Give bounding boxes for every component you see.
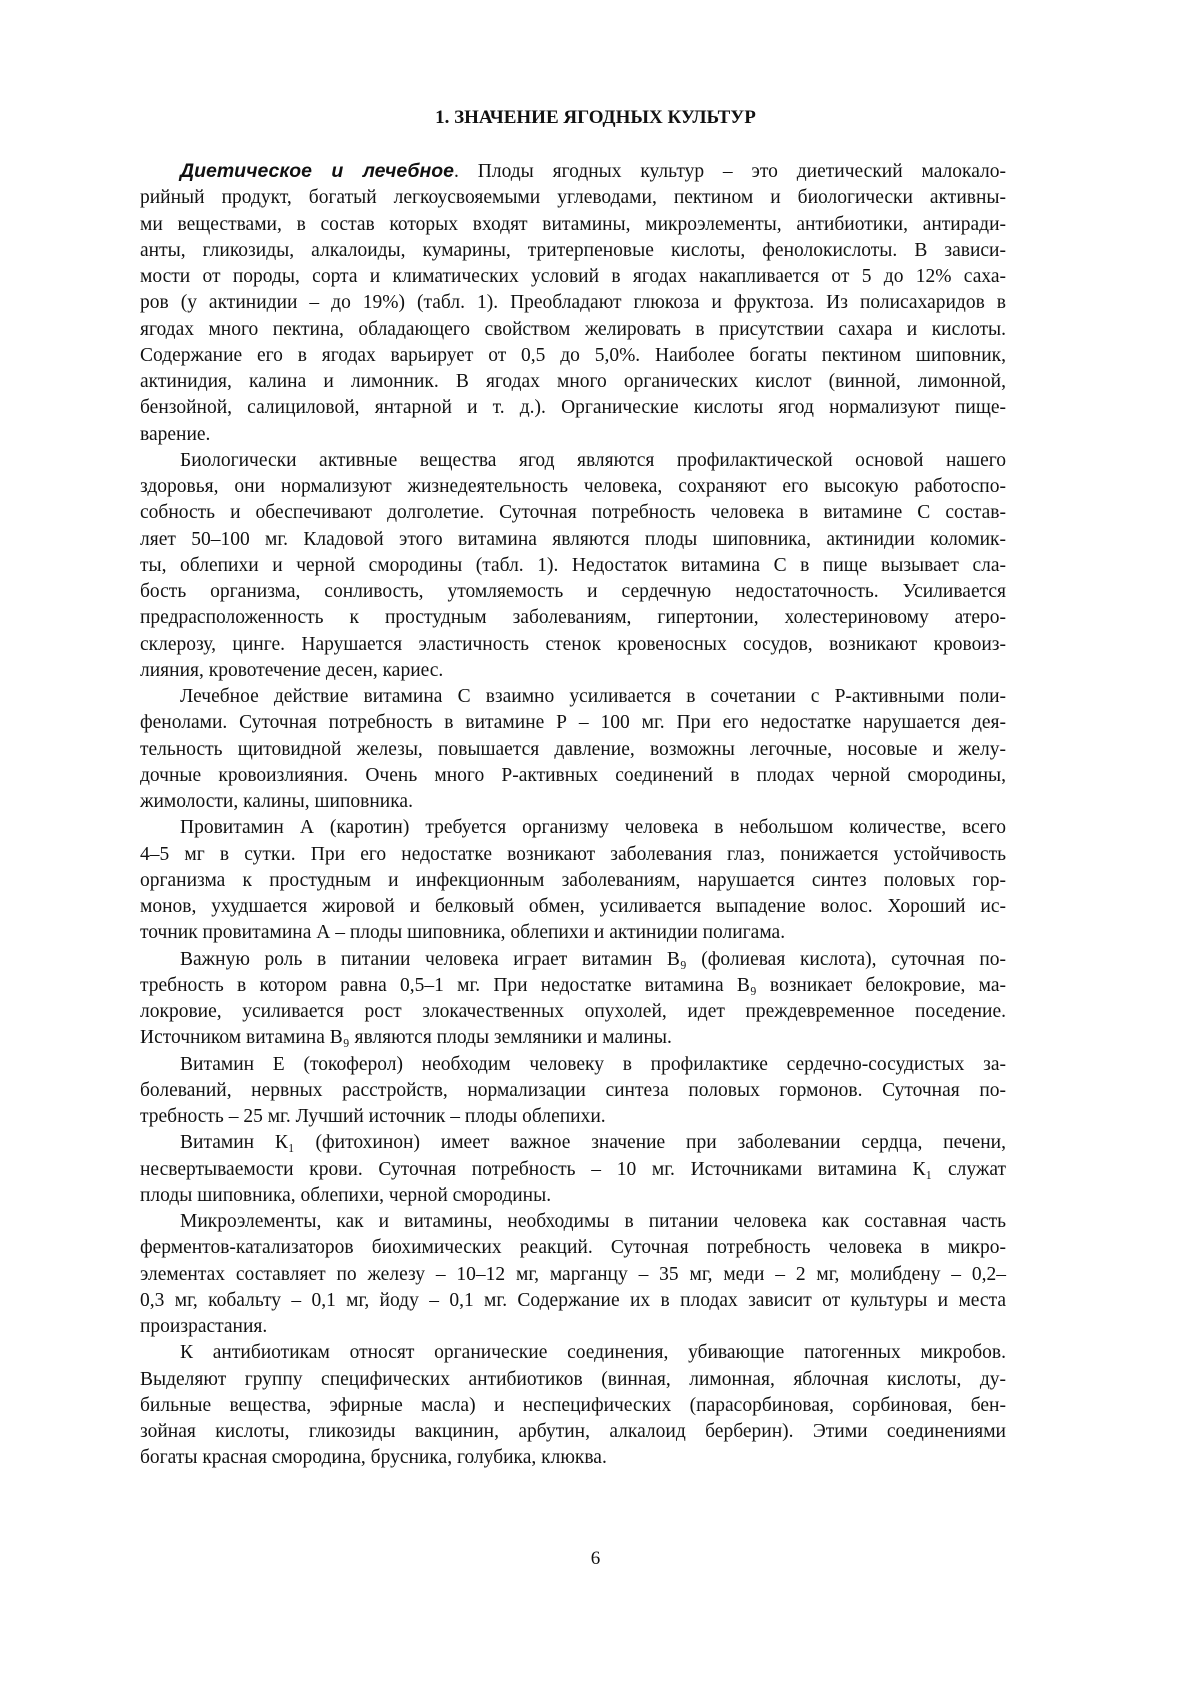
text-line: болеваний, нервных расстройств, нормализации синтеза половых гормонов. Суточная по- xyxy=(140,1079,1006,1101)
text-line: лияния, кровотечение десен, кариес. xyxy=(140,659,444,681)
paragraph xyxy=(140,158,1006,448)
text-line: предрасположенность к простудным заболеваниям, гипертонии, холестериновому атеро- xyxy=(140,607,1006,629)
text-line: ферментов-катализаторов биохимических реакций. Суточная потребность человека в микро- xyxy=(140,1237,1006,1259)
text-line: К антибиотикам относят органические соединения, убивающие патогенных микробов. xyxy=(180,1342,1006,1364)
text-line: бензойной, салициловой, янтарной и т. д.). Органические кислоты ягод нормализуют пище- xyxy=(140,397,1006,419)
text-line: Содержание его в ягодах варьирует от 0,5 до 5,0%. Наиболее богаты пектином шиповник, xyxy=(140,344,1006,366)
section-title: 1. ЗНАЧЕНИЕ ЯГОДНЫХ КУЛЬТУР xyxy=(435,107,756,128)
text-line: Витамин К₁ (фитохинон) имеет важное значение при заболевании сердца, печени, xyxy=(180,1132,1006,1154)
text-line-content: Плоды ягодных культур – это диетический малокало- xyxy=(477,161,1007,182)
text-line: ми веществами, в состав которых входят витамины, микроэлементы, антибиотики, антиради- xyxy=(140,213,1006,235)
text-line: 0,3 мг, кобальту – 0,1 мг, йоду – 0,1 мг. Содержание их в плодах зависит от культуры и места xyxy=(140,1289,1006,1311)
text-line: ягодах много пектина, обладающего свойством желировать в присутствии сахара и кислоты. xyxy=(140,318,1006,340)
text-line: актинидия, калина и лимонник. В ягодах много органических кислот (винной, лимонной, xyxy=(140,371,1006,392)
text-line: ты, облепихи и черной смородины (табл. 1). Недостаток витамина С в пище вызывает сла- xyxy=(140,554,1006,576)
text-line: Выделяют группу специфических антибиотиков (винная, лимонная, яблочная кислоты, ду- xyxy=(140,1368,1006,1390)
text-line: варение. xyxy=(140,423,211,445)
text-line: собность и обеспечивают долголетие. Суточная потребность человека в витамине С состав- xyxy=(140,502,1006,524)
text-line: плоды шиповника, облепихи, черной смородины. xyxy=(140,1184,552,1206)
text-line: бость организма, сонливость, утомляемость и сердечную недостаточность. Усиливается xyxy=(140,581,1006,602)
text-line: монов, ухудшается жировой и белковый обмен, усиливается выпадение волос. Хороший ис- xyxy=(140,896,1006,917)
text-line: требность – 25 мг. Лучший источник – плоды облепихи. xyxy=(140,1106,606,1127)
text-line: здоровья, они нормализуют жизнедеятельность человека, сохраняют его высокую работоспо- xyxy=(140,476,1006,497)
text-line: тельность щитовидной железы, повышается давление, возможны легочные, носовые и желу- xyxy=(140,738,1006,760)
text-line: Витамин Е (токоферол) необходим человеку в профилактике сердечно-сосудистых за- xyxy=(180,1053,1006,1075)
text-line: ляет 50–100 мг. Кладовой этого витамина являются плоды шиповника, актинидии коломик- xyxy=(140,528,1006,550)
paragraph xyxy=(140,684,1006,815)
text-line: Важную роль в питании человека играет витамин В₉ (фолиевая кислота), суточная по- xyxy=(180,948,1006,970)
paragraph xyxy=(140,448,1006,684)
text-line: фенолами. Суточная потребность в витамине Р – 100 мг. При его недостатке нарушается дея- xyxy=(140,712,1006,734)
page-number: 6 xyxy=(590,1548,601,1569)
text-line: Диетическое и лечебное. Плоды ягодных культур – это диетический малокало- xyxy=(180,160,1007,182)
text-line: ров (у актинидии – до 19%) (табл. 1). Преобладают глюкоза и фруктоза. Из полисахаридов в xyxy=(140,292,1006,314)
text-line: требность в котором равна 0,5–1 мг. При недостатке витамина В₉ возникает белокровие, ма- xyxy=(140,974,1006,996)
text-line: точник провитамина А – плоды шиповника, облепихи и актинидии полигама. xyxy=(140,922,786,944)
text-line: рийный продукт, богатый легкоусвояемыми углеводами, пектином и биологически активны- xyxy=(140,187,1006,209)
text-line: анты, гликозиды, алкалоиды, кумарины, тритерпеновые кислоты, фенолокислоты. В зависи- xyxy=(140,239,1006,261)
text-line: локровие, усиливается рост злокачественных опухолей, идет преждевременное поседение. xyxy=(140,1001,1006,1022)
text-line: Микроэлементы, как и витамины, необходимы в питании человека как составная часть xyxy=(180,1211,1006,1232)
paragraph xyxy=(140,947,1006,1052)
text-line: 4–5 мг в сутки. При его недостатке возникают заболевания глаз, понижается устойчивость xyxy=(140,843,1006,865)
paragraph xyxy=(140,1052,1006,1131)
text-line: мости от породы, сорта и климатических условий в ягодах накапливается от 5 до 12% саха- xyxy=(140,266,1006,287)
text-line: зойная кислоты, гликозиды вакцинин, арбутин, алкалоид берберин). Этими соединениями xyxy=(140,1421,1006,1442)
paragraph xyxy=(140,1340,1006,1471)
text-line: организма к простудным и инфекционным заболеваниям, нарушается синтез половых гор- xyxy=(140,869,1006,891)
text-line: произрастания. xyxy=(140,1316,268,1337)
text-line: несвертываемости крови. Суточная потребность – 10 мг. Источниками витамина К₁ служат xyxy=(140,1158,1006,1180)
text-line: дочные кровоизлияния. Очень много Р-активных соединений в плодах черной смородины, xyxy=(140,764,1006,786)
paragraph xyxy=(140,1209,1006,1340)
text-line: элементах составляет по железу – 10–12 мг, марганцу – 35 мг, меди – 2 мг, молибдену – 0,2– xyxy=(140,1263,1006,1285)
text-line: Источником витамина В₉ являются плоды земляники и малины. xyxy=(140,1027,672,1049)
text-line: жимолости, калины, шиповника. xyxy=(140,791,413,812)
lead-heading: Диетическое и лечебное xyxy=(180,160,455,182)
paragraph xyxy=(140,815,1006,946)
text-line: склерозу, цинге. Нарушается эластичность стенок кровеносных сосудов, возникают кровоиз- xyxy=(140,633,1006,655)
text-line: Биологически активные вещества ягод являются профилактической основой нашего xyxy=(180,449,1006,471)
text-line: Провитамин А (каротин) требуется организму человека в небольшом количестве, всего xyxy=(180,817,1006,839)
text-line: Лечебное действие витамина С взаимно усиливается в сочетании с Р-активными поли- xyxy=(180,686,1006,707)
text-line: бильные вещества, эфирные масла) и неспецифических (парасорбиновая, сорбиновая, бен- xyxy=(140,1394,1006,1416)
paragraph xyxy=(140,1130,1006,1209)
document-body xyxy=(140,158,1006,1472)
text-line: богаты красная смородина, брусника, голубика, клюква. xyxy=(140,1447,607,1469)
